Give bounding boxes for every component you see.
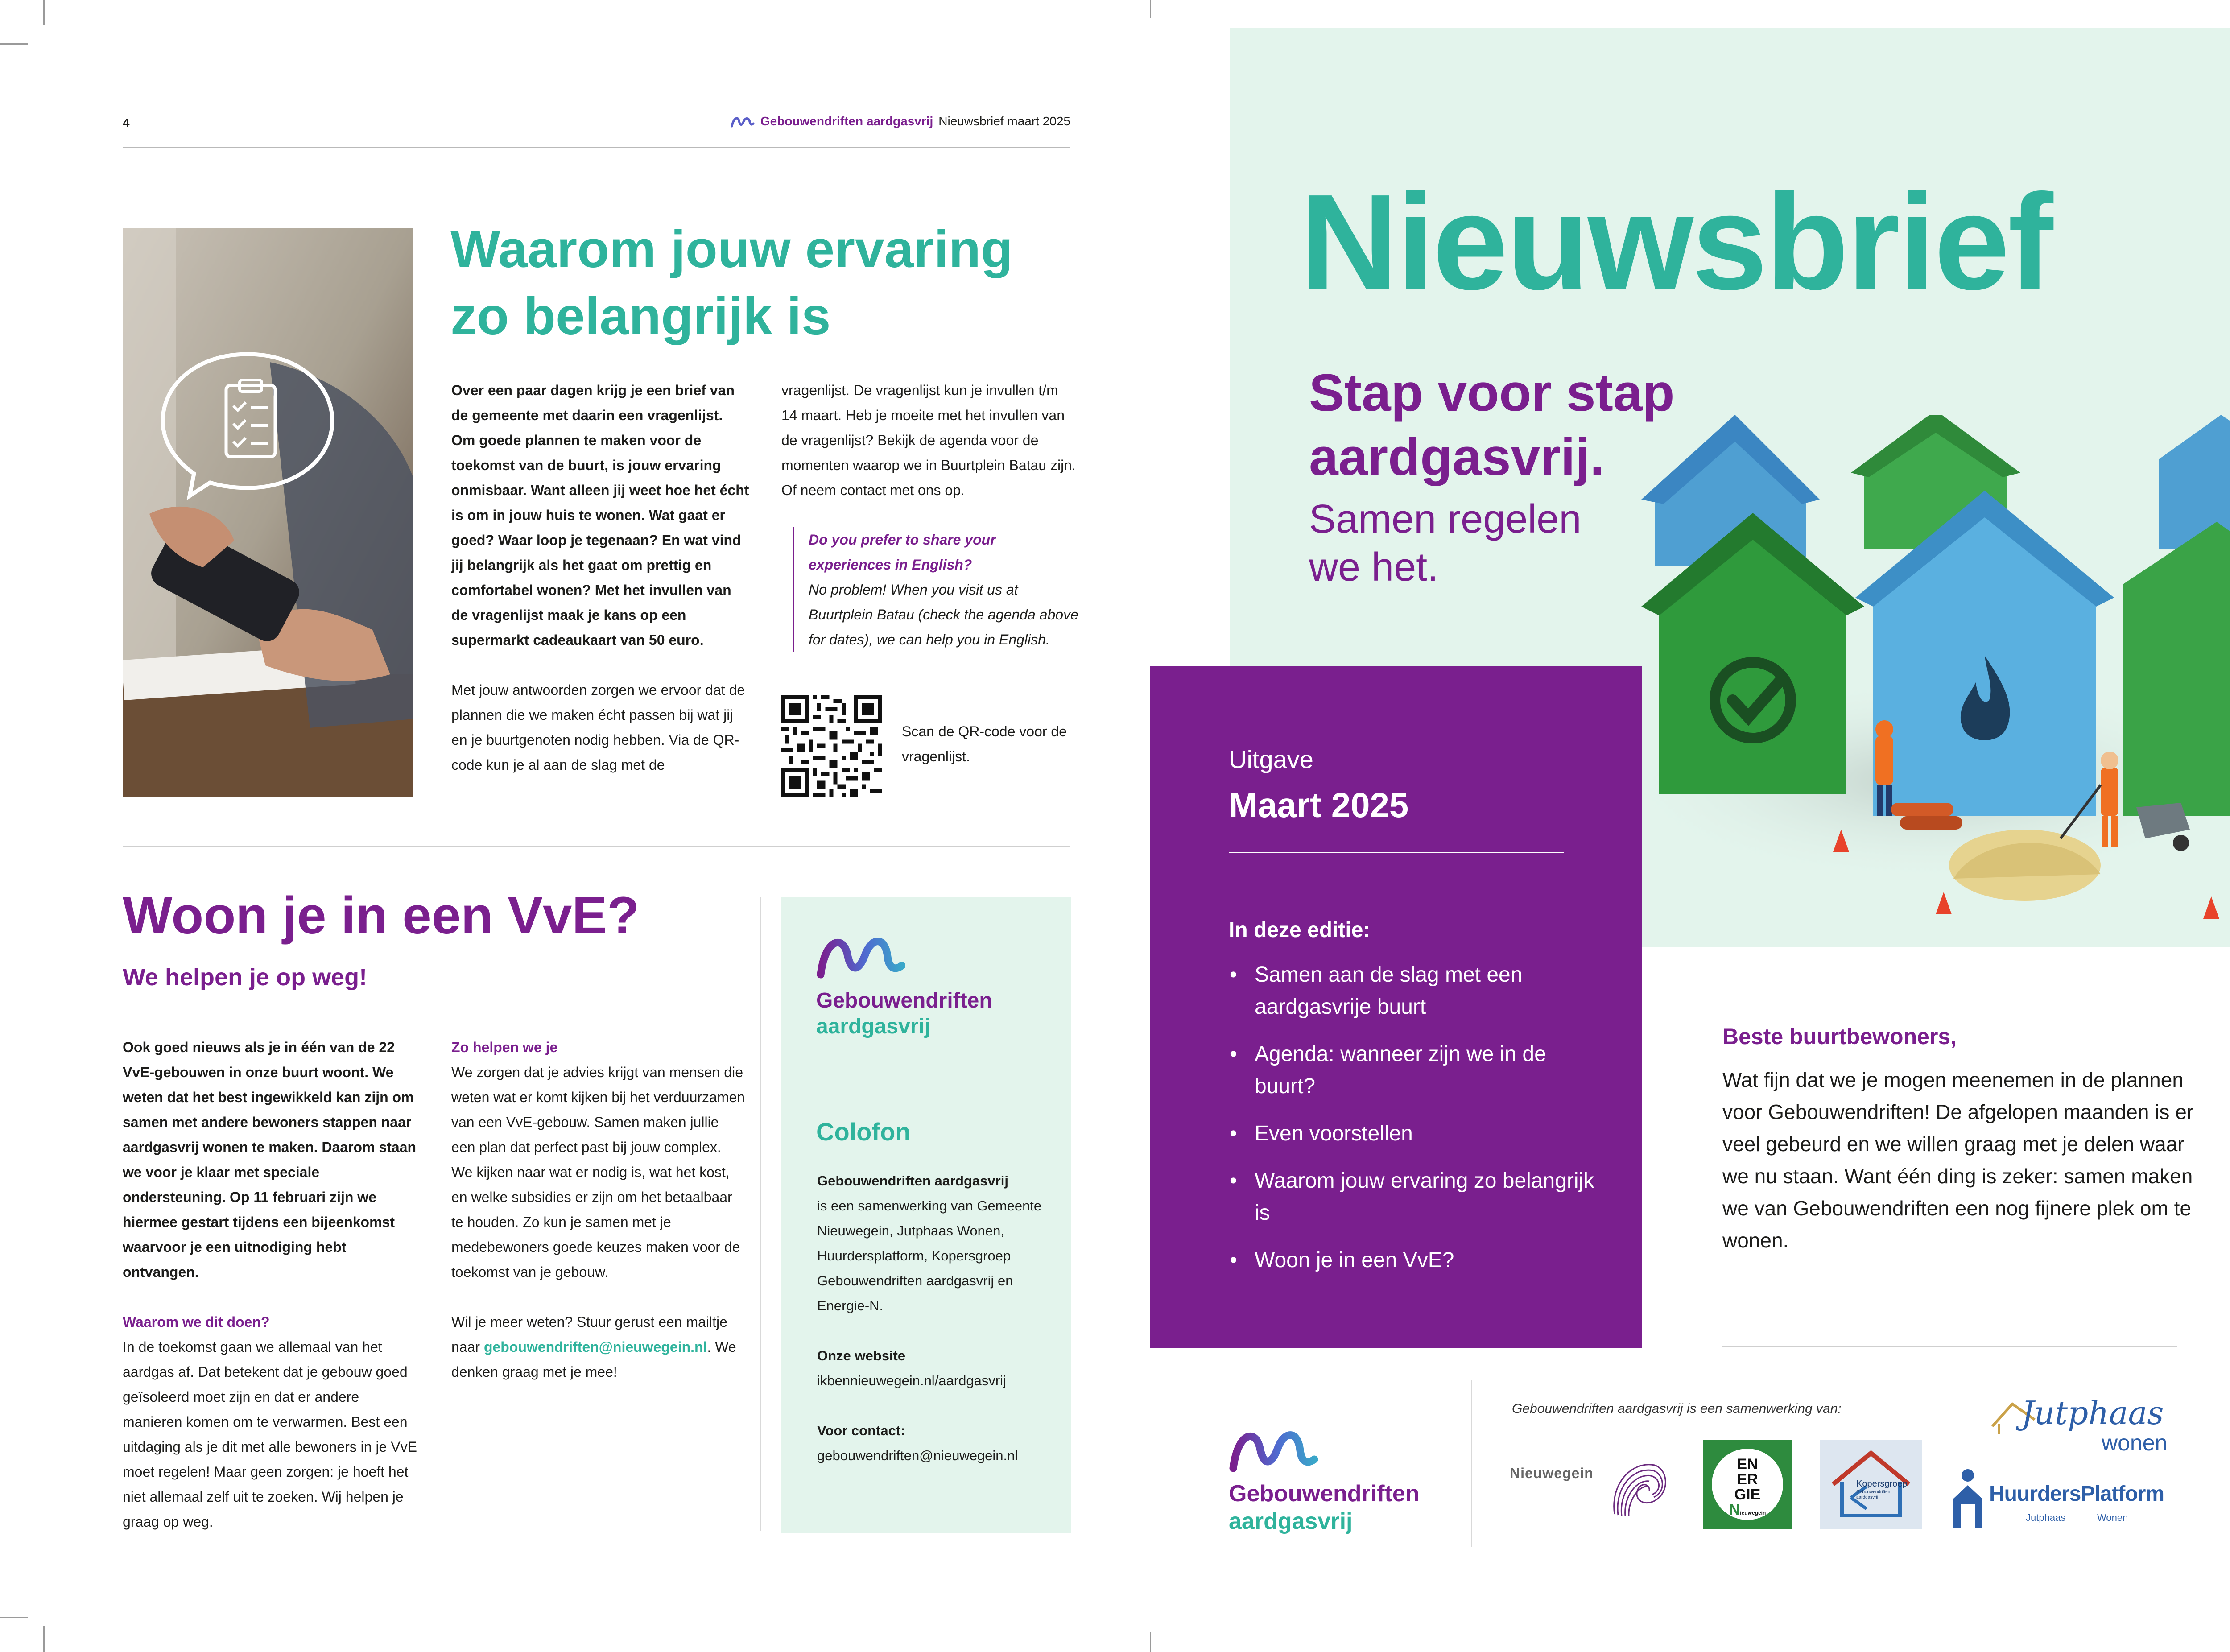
huurders-figure-icon bbox=[1950, 1467, 1986, 1530]
header-divider bbox=[123, 147, 1070, 148]
footer-brand bbox=[1229, 1480, 1420, 1535]
footer-brand-line1: Gebouwendriften bbox=[1229, 1481, 1420, 1507]
footer-brand-line2: aardgasvrij bbox=[1229, 1508, 1353, 1534]
brand-logo-icon bbox=[730, 115, 755, 128]
contents-item[interactable]: • Woon je in een VvE? bbox=[1229, 1244, 1594, 1276]
energie-n-line bbox=[1703, 1502, 1792, 1520]
article2-subtitle: We helpen je op weg! bbox=[123, 964, 368, 991]
crop-mark bbox=[1150, 0, 1151, 18]
article1-column-2 bbox=[781, 378, 1076, 503]
colofon-title: Colofon bbox=[816, 1118, 911, 1146]
edition-label: Uitgave bbox=[1229, 745, 1313, 773]
brand-logo-icon bbox=[1229, 1424, 1318, 1473]
masthead-title: Nieuwsbrief bbox=[1300, 166, 2052, 318]
help-heading: Zo helpen we je bbox=[451, 1039, 558, 1055]
column-divider bbox=[760, 897, 761, 1531]
article1-title bbox=[450, 216, 1075, 350]
article1-title-line1: Waarom jouw ervaring bbox=[450, 220, 1013, 279]
english-question: Do you prefer to share your experiences in English? bbox=[809, 532, 996, 573]
colofon-website-label: Onze website bbox=[817, 1348, 906, 1363]
energie-n-logo bbox=[1703, 1440, 1792, 1529]
colofon-brand-line2: aardgasvrij bbox=[816, 1015, 931, 1038]
footer-column-divider bbox=[1471, 1380, 1472, 1547]
energie-n-logo-text bbox=[1703, 1457, 1792, 1520]
crop-mark bbox=[0, 43, 28, 45]
contents-item[interactable]: • Waarom jouw ervaring zo belangrijk is bbox=[1229, 1165, 1594, 1229]
huurdersplatform-logo bbox=[1950, 1467, 2177, 1530]
energie-n-line: GIE bbox=[1734, 1486, 1761, 1503]
greeting: Beste buurtbewoners, bbox=[1722, 1024, 1957, 1049]
huurders-logo-sub2: Wonen bbox=[2097, 1512, 2128, 1523]
qr-caption: Scan de QR-code voor de vragenlijst. bbox=[902, 723, 1067, 764]
crop-mark bbox=[1150, 1632, 1151, 1652]
article2-column-2 bbox=[451, 1035, 746, 1384]
jutphaas-logo-text: Jutphaas bbox=[2021, 1394, 2164, 1432]
colofon-org-name: Gebouwendriften aardgasvrij bbox=[817, 1173, 1008, 1189]
article2-column-1 bbox=[123, 1035, 421, 1534]
energie-n-line: EN bbox=[1737, 1456, 1758, 1473]
kopersgroep-logo-subtext: Gebouwendriften aardgasvrij bbox=[1856, 1490, 1891, 1500]
qr-code[interactable] bbox=[780, 695, 882, 797]
contents-heading: In deze editie: bbox=[1229, 918, 1371, 942]
edition-divider bbox=[1229, 852, 1564, 853]
partners-label: Gebouwendriften aardgasvrij is een samenwerking van: bbox=[1512, 1401, 1842, 1416]
crop-mark bbox=[43, 1626, 45, 1652]
article1-lead: Over een paar dagen krijg je een brief van de gemeente met daarin een vragenlijst. Om goede plannen te maken voor de toekomst van de buurt, is jouw ervaring onmisbaar. Want alleen jij weet hoe het écht is om in jouw huis te wonen. Wat gaat er goed? Waar loop je tegenaan? En wat vind jij belangrijk als het gaat om prettig en comfortabel wonen? Met het invullen van de vragenlijst maak je kans op een supermarkt cadeaukaart van 50 euro. bbox=[451, 382, 749, 648]
jutphaas-wonen-logo bbox=[1990, 1391, 2177, 1458]
cover-subtagline-line2: we het. bbox=[1309, 545, 1439, 590]
running-head-issue: Nieuwsbrief maart 2025 bbox=[938, 114, 1070, 128]
colofon-text bbox=[817, 1169, 1058, 1468]
english-answer: No problem! When you visit us at Buurtplein Batau (check the agenda above for dates), we can help you in English. bbox=[809, 582, 1078, 648]
nieuwegein-swirl-icon bbox=[1606, 1456, 1672, 1519]
colofon-brand bbox=[816, 988, 992, 1040]
why-text: In de toekomst gaan we allemaal van het aardgas af. Dat betekent dat je gebouw goed geïsoleerd moet zijn en dat er andere manieren komen om te verwarmen. Best een uitdaging als je dit met alle bewoners in je VvE moet regelen! Maar geen zorgen: je hoeft het niet allemaal zelf uit te zoeken. Wij helpen je graag op weg. bbox=[123, 1339, 417, 1530]
energie-n-small: ieuwegein bbox=[1740, 1510, 1766, 1516]
article1-column-1 bbox=[451, 378, 749, 777]
colofon-contact-link[interactable]: gebouwendriften@nieuwegein.nl bbox=[817, 1448, 1018, 1463]
colofon-brand-line1: Gebouwendriften bbox=[816, 989, 992, 1012]
article1-body1: Met jouw antwoorden zorgen we ervoor dat de plannen die we maken écht passen bij wat jij en je buurtgenoten nodig hebben. Via de QR-code kun je al aan de slag met de bbox=[451, 682, 745, 773]
article2-lead: Ook goed nieuws als je in één van de 22 VvE-gebouwen in onze buurt woont. We weten dat het best ingewikkeld kan zijn om samen met andere bewoners stappen naar aardgasvrij wonen te maken. Daarom staan we voor je klaar met speciale ondersteuning. Op 11 februari zijn we hiermee gestart tijdens een bijeenkomst waarvoor je een uitnodiging hebt ontvangen. bbox=[123, 1039, 417, 1280]
contact-post: . We denken graag met je mee! bbox=[451, 1339, 736, 1380]
page-number: 4 bbox=[123, 116, 130, 130]
crop-mark bbox=[0, 1617, 28, 1618]
cover-tagline-line1: Stap voor stap bbox=[1309, 363, 1675, 422]
huurders-logo-text: HuurdersPlatform bbox=[1989, 1482, 2164, 1506]
contents-item[interactable]: • Even voorstellen bbox=[1229, 1118, 1594, 1150]
article1-body2: vragenlijst. De vragenlijst kun je invullen t/m 14 maart. Heb je moeite met het invullen van de vragenlijst? Bekijk de agenda voor de momenten waarop we in Buurtplein Batau zijn. Of neem contact met ons op. bbox=[781, 382, 1076, 498]
cover-tagline-line2: aardgasvrij. bbox=[1309, 427, 1605, 487]
brand-logo-icon bbox=[816, 930, 905, 979]
running-head-brand: Gebouwendriften aardgasvrij bbox=[760, 114, 933, 128]
pipes bbox=[1891, 803, 1962, 830]
article2-title: Woon je in een VvE? bbox=[123, 886, 640, 945]
edition-date: Maart 2025 bbox=[1229, 785, 1409, 825]
help-text: We zorgen dat je advies krijgt van mensen die weten wat er komt kijken bij het verduurzamen van een VvE-gebouw. Samen maken jullie een plan dat perfect past bij jouw complex. We kijken naar wat er nodig is, wat het kost, en welke subsidies er zijn om het betaalbaar te houden. Zo kun je samen met je medebewoners goede keuzes maken voor de toekomst van je gebouw. bbox=[451, 1064, 745, 1280]
kopersgroep-logo-text: Kopersgroep bbox=[1856, 1479, 1908, 1489]
kopersgroep-logo bbox=[1820, 1440, 1922, 1529]
section-divider bbox=[123, 846, 1070, 847]
crop-mark bbox=[43, 0, 45, 25]
huurders-logo-sub1: Jutphaas bbox=[2026, 1512, 2066, 1523]
contents-list bbox=[1229, 959, 1594, 1292]
cover-subtagline-line1: Samen regelen bbox=[1309, 497, 1582, 541]
energie-n-initial: N bbox=[1729, 1501, 1740, 1518]
contact-paragraph bbox=[451, 1309, 746, 1384]
colofon-website-link[interactable]: ikbennieuwegein.nl/aardgasvrij bbox=[817, 1373, 1006, 1388]
footer-divider bbox=[1722, 1346, 2177, 1347]
jutphaas-logo-subtext: wonen bbox=[2102, 1430, 2168, 1455]
nieuwegein-logo-text: Nieuwegein bbox=[1510, 1465, 1594, 1481]
contact-email-link[interactable]: gebouwendriften@nieuwegein.nl bbox=[483, 1339, 707, 1355]
colofon-contact-label: Voor contact: bbox=[817, 1423, 905, 1438]
energie-n-line: ER bbox=[1737, 1471, 1758, 1488]
contents-item[interactable]: • Samen aan de slag met een aardgasvrije buurt bbox=[1229, 959, 1594, 1023]
colofon-org-text: is een samenwerking van Gemeente Nieuwegein, Jutphaas Wonen, Huurdersplatform, Kopersgroep Gebouwendriften aardgasvrij en Energie-N. bbox=[817, 1198, 1042, 1313]
intro-text: Wat fijn dat we je mogen meenemen in de plannen voor Gebouwendriften! De afgelopen maanden is er veel gebeurd en we willen graag met je delen waar we nu staan. Want één ding is zeker: samen maken we van Gebouwendriften een nog fijnere plek om te wonen. bbox=[1722, 1068, 2194, 1252]
phone-photo bbox=[123, 228, 413, 797]
contact-pre: Wil je meer weten? Stuur gerust een mailtje naar bbox=[451, 1314, 727, 1355]
nieuwegein-logo bbox=[1510, 1456, 1675, 1519]
article1-title-line2: zo belangrijk is bbox=[450, 286, 831, 346]
contents-item[interactable]: • Agenda: wanneer zijn we in de buurt? bbox=[1229, 1038, 1594, 1103]
houses-illustration bbox=[1623, 415, 2230, 947]
english-callout bbox=[793, 527, 1078, 652]
why-heading: Waarom we dit doen? bbox=[123, 1314, 270, 1330]
running-head bbox=[730, 114, 1070, 128]
